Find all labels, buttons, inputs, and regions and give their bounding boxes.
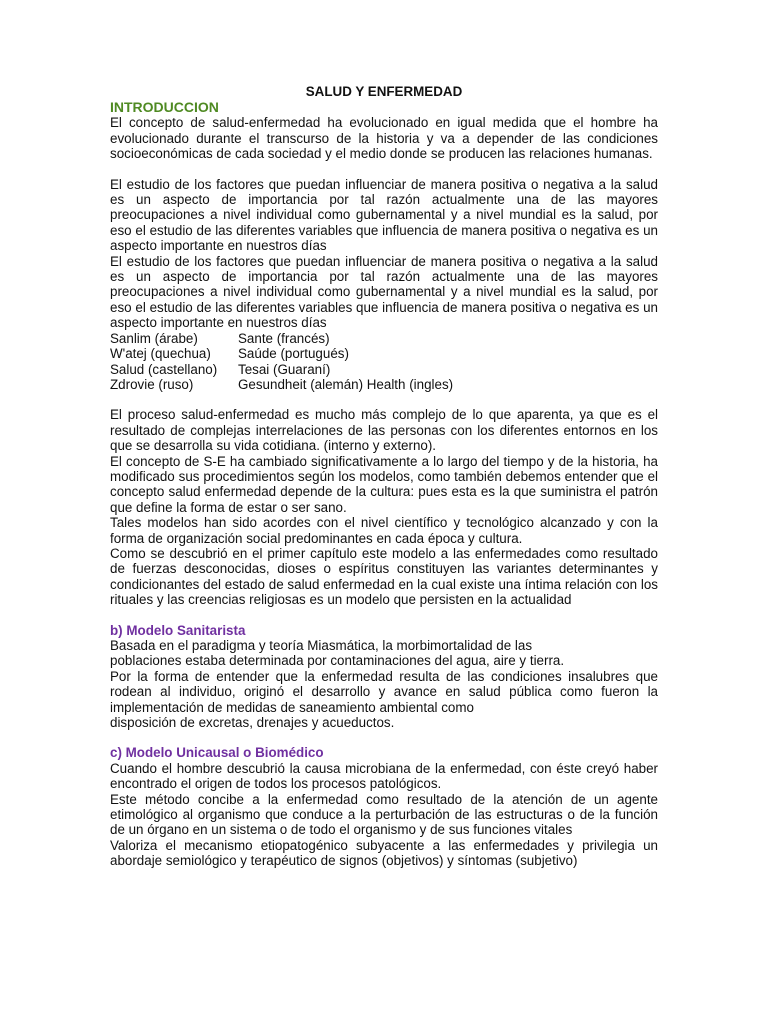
section-b-paragraph: Por la forma de entender que la enfermedad resulta de las condiciones insalubres que rodean al individuo, originó el desarrollo y avance en salud pública como fueron la implementación de medidas de saneamiento ambiental como: [110, 668, 658, 715]
process-paragraph-4: Como se descubrió en el primer capítulo este modelo a las enfermedades como resultado de fuerzas desconocidas, dioses o espíritus constituyen las variantes determinantes y condicionantes del estado de salud enfermedad en la cual existe una íntima relación con los rituales y las creencias religiosas es un modelo que persisten en la actualidad: [110, 545, 658, 608]
intro-paragraph-3: El estudio de los factores que puedan influenciar de manera positiva o negativa a la salud es un aspecto de importancia por tal razón actualmente una de las mayores preocupaciones a nivel individual como gubernamental y a nivel mundial es la salud, por eso el estudio de las diferentes variables que influencia de manera positiva o negativa es un aspecto importante en nuestros días: [110, 253, 658, 331]
section-c-paragraph-2: Este método concibe a la enfermedad como resultado de la atención de un agente etimológico al organismo que conduce a la perturbación de las estructuras o de la función de un órgano en un sistema o de todo el organismo y de sus funciones vitales: [110, 791, 658, 838]
language-term: Sanlim (árabe): [110, 330, 198, 346]
section-b-heading: b) Modelo Sanitarista: [110, 622, 246, 638]
language-list: [110, 331, 658, 393]
language-term: Gesundheit (alemán) Health (ingles): [238, 376, 454, 392]
intro-paragraph-1: El concepto de salud-enfermedad ha evolucionado en igual medida que el hombre ha evolucionado durante el transcurso de la historia y va a depender de las condiciones socioeconómicas de cada sociedad y el medio donde se producen las relaciones humanas.: [110, 115, 658, 162]
language-term: Tesai (Guaraní): [238, 361, 331, 377]
section-b-last-line: disposición de excretas, drenajes y acueductos.: [110, 715, 395, 731]
process-paragraph-1: El proceso salud-enfermedad es mucho más complejo de lo que aparenta, ya que es el resultado de complejas interrelaciones de las personas con los diferentes entornos en los que se desarrolla su vida cotidiana. (interno y externo).: [110, 407, 658, 454]
language-term: Salud (castellano): [110, 361, 218, 377]
section-b-line-1: Basada en el paradigma y teoría Miasmática, la morbimortalidad de las: [110, 638, 533, 653]
intro-heading: INTRODUCCION: [110, 99, 219, 116]
section-c-paragraph-1: Cuando el hombre descubrió la causa microbiana de la enfermedad, con éste creyó haber encontrado el origen de todos los procesos patológicos.: [110, 760, 658, 792]
process-paragraph-2: El concepto de S-E ha cambiado significativamente a lo largo del tiempo y de la historia, ha modificado sus procedimientos según los modelos, como también debemos entender que el concepto salud enfermedad depende de la cultura: pues esta es la que suministra el patrón que define la forma de estar o ser sano.: [110, 453, 658, 515]
section-c-heading: c) Modelo Unicausal o Biomédico: [110, 745, 324, 761]
language-term: Sante (francés): [238, 330, 330, 346]
document-title: SALUD Y ENFERMEDAD: [305, 84, 463, 99]
document-page: [110, 84, 658, 869]
process-paragraph-3: Tales modelos han sido acordes con el nivel científico y tecnológico alcanzado y con la forma de organización social predominantes en cada época y cultura.: [110, 515, 658, 546]
section-b-line-2: poblaciones estaba determinada por contaminaciones del agua, aire y tierra.: [110, 653, 565, 669]
language-term: Zdrovie (ruso): [110, 376, 194, 392]
language-row: [110, 377, 658, 392]
language-row: [110, 331, 658, 346]
language-row: [110, 362, 658, 377]
language-term: Saúde (portugués): [238, 346, 349, 362]
section-c-paragraph-3: Valoriza el mecanismo etiopatogénico subyacente a las enfermedades y privilegia un abordaje semiológico y terapéutico de signos (objetivos) y síntomas (subjetivo): [110, 837, 658, 869]
language-term: W'atej (quechua): [110, 346, 211, 362]
intro-paragraph-2: El estudio de los factores que puedan influenciar de manera positiva o negativa a la salud es un aspecto de importancia por tal razón actualmente una de las mayores preocupaciones a nivel individual como gubernamental y a nivel mundial es la salud, por eso el estudio de las diferentes variables que influencia de manera positiva o negativa es un aspecto importante en nuestros días: [110, 176, 658, 254]
language-row: [110, 346, 658, 361]
